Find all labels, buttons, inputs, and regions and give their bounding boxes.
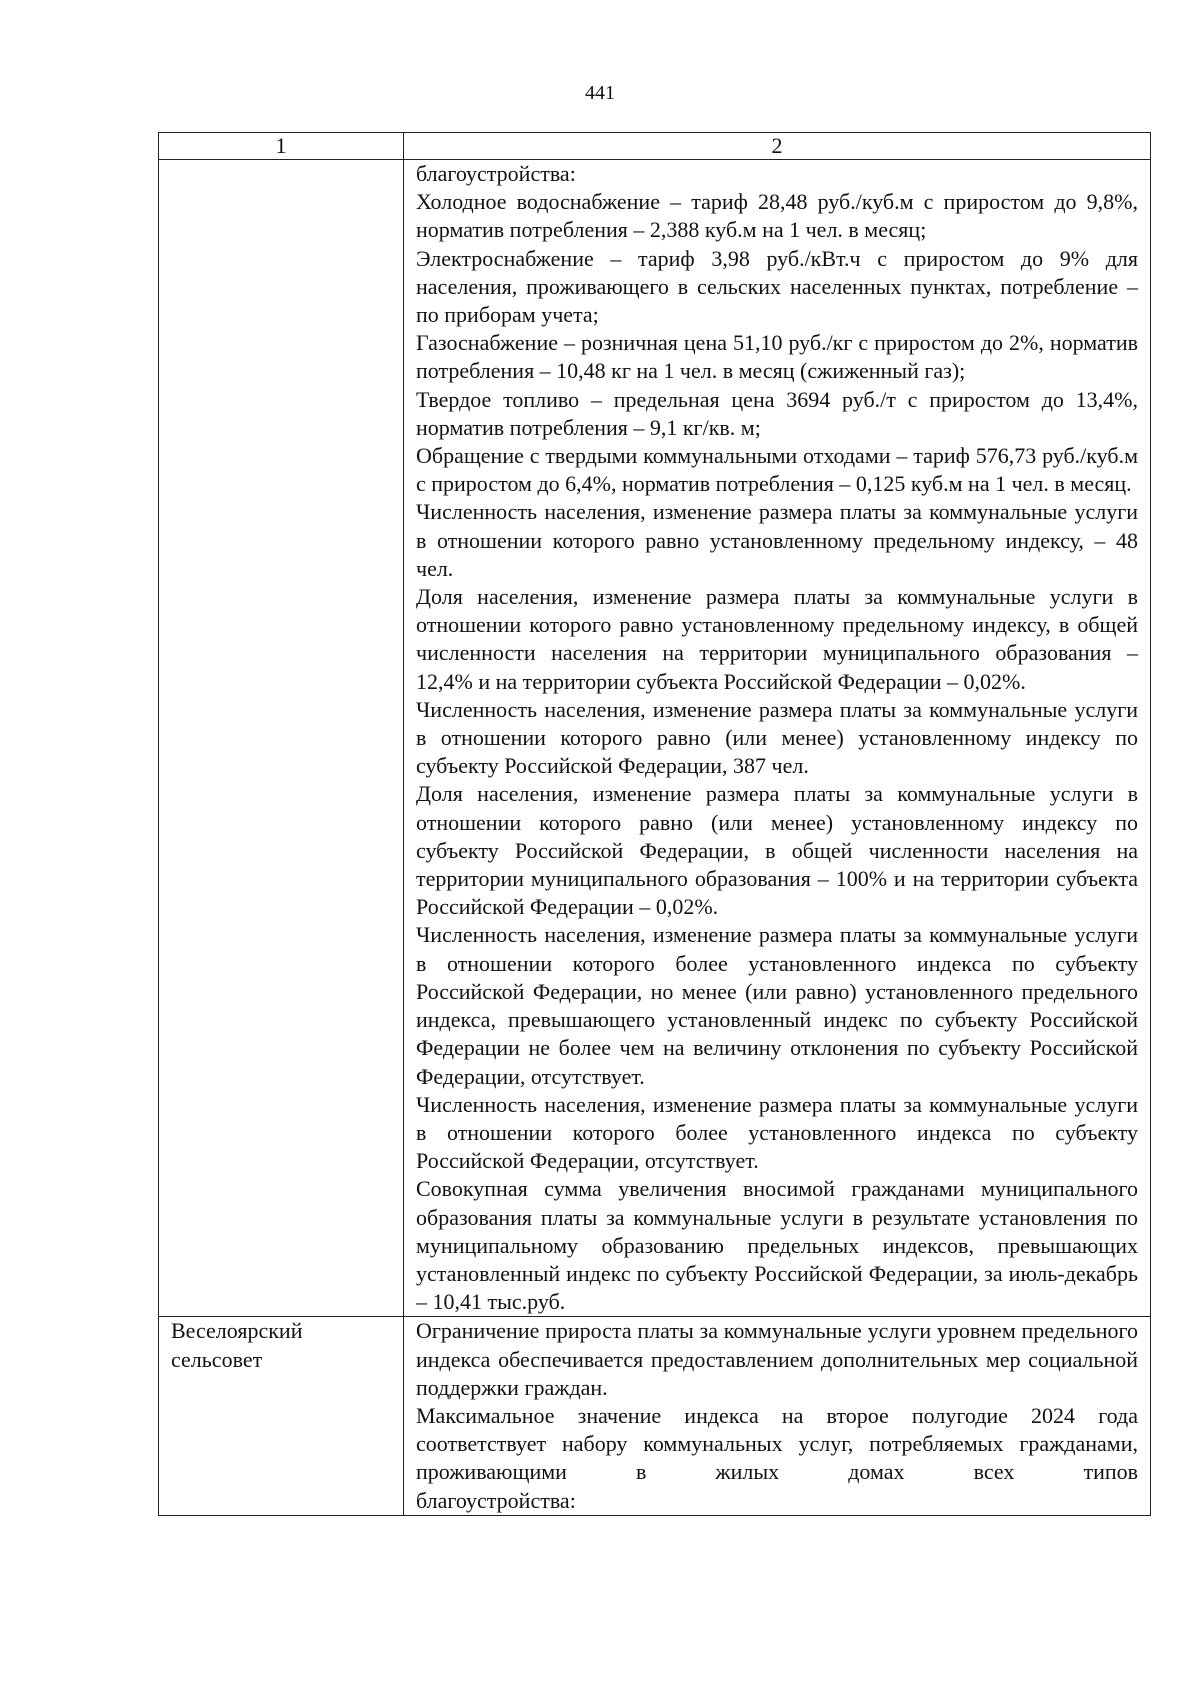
paragraph: Численность населения, изменение размера платы за коммунальные услуги в отношении которого равно установленному предельному индексу, – 48 чел. [416, 499, 1138, 581]
paragraph: Ограничение прироста платы за коммунальные услуги уровнем предельного индекса обеспечивается предоставлением дополнительных мер социальной поддержки граждан. [416, 1318, 1138, 1400]
header-cell-2: 2 [404, 133, 1151, 160]
table-row [159, 1317, 1151, 1515]
paragraph: Газоснабжение – розничная цена 51,10 руб./кг с приростом до 2%, норматив потребления – 10,48 кг на 1 чел. в месяц (сжиженный газ); [416, 330, 1138, 384]
region-cell [159, 160, 404, 1317]
region-cell [159, 1317, 404, 1515]
paragraph: Максимальное значение индекса на второе полугодие 2024 года соответствует набору коммунальных услуг, потребляемых гражданами, проживающими в жилых домах всех типов [416, 1402, 1138, 1485]
paragraph: благоустройства: [416, 161, 576, 186]
description-cell [404, 160, 1151, 1317]
paragraph: Холодное водоснабжение – тариф 28,48 руб./куб.м с приростом до 9,8%, норматив потребления – 2,388 куб.м на 1 чел. в месяц; [416, 189, 1138, 243]
data-table [158, 132, 1151, 1516]
paragraph: благоустройства: [416, 1487, 576, 1513]
paragraph: Доля населения, изменение размера платы за коммунальные услуги в отношении которого равно (или менее) установленному индексу по субъекту Российской Федерации, в общей численности населения на территории муниципального образования – 100% и на территории субъекта Российской Федерации – 0,02%. [416, 781, 1138, 920]
region-name-line: Веселоярский [171, 1318, 303, 1344]
paragraph: Численность населения, изменение размера платы за коммунальные услуги в отношении которого равно (или менее) установленному индексу по субъекту Российской Федерации, 387 чел. [416, 696, 1138, 779]
paragraph: Обращение с твердыми коммунальными отходами – тариф 576,73 руб./куб.м с приростом до 6,4%, норматив потребления – 0,125 куб.м на 1 чел. в месяц. [416, 443, 1138, 497]
header-row [159, 133, 1151, 160]
header-cell-1: 1 [159, 133, 404, 160]
table-row [159, 160, 1151, 1317]
description-cell [404, 1317, 1151, 1515]
paragraph: Электроснабжение – тариф 3,98 руб./кВт.ч с приростом до 9% для населения, проживающего в сельских населенных пунктах, потребление – по приборам учета; [416, 245, 1138, 328]
paragraph: Совокупная сумма увеличения вносимой гражданами муниципального образования платы за коммунальные услуги в результате установления по муниципальному образованию предельных индексов, превышающих установленный индекс по субъекту Российской Федерации, за июль-декабрь – 10,41 тыс.руб. [416, 1176, 1138, 1315]
paragraph: Численность населения, изменение размера платы за коммунальные услуги в отношении которого более установленного индекса по субъекту Российской Федерации, отсутствует. [416, 1091, 1138, 1174]
paragraph: Численность населения, изменение размера платы за коммунальные услуги в отношении которого более установленного индекса по субъекту Российской Федерации, но менее (или равно) установленного предельного индекса, превышающего установленный индекс по субъекту Российской Федерации не более чем на величину отклонения по субъекту Российской Федерации, отсутствует. [416, 922, 1138, 1089]
paragraph: Доля населения, изменение размера платы за коммунальные услуги в отношении которого равно установленному предельному индексу, в общей численности населения на территории муниципального образования – 12,4% и на территории субъекта Российской Федерации – 0,02%. [416, 584, 1138, 694]
paragraph: Твердое топливо – предельная цена 3694 руб./т с приростом до 13,4%, норматив потребления – 9,1 кг/кв. м; [416, 386, 1138, 440]
page-number: 441 [585, 82, 615, 104]
region-name-line: сельсовет [171, 1346, 263, 1372]
